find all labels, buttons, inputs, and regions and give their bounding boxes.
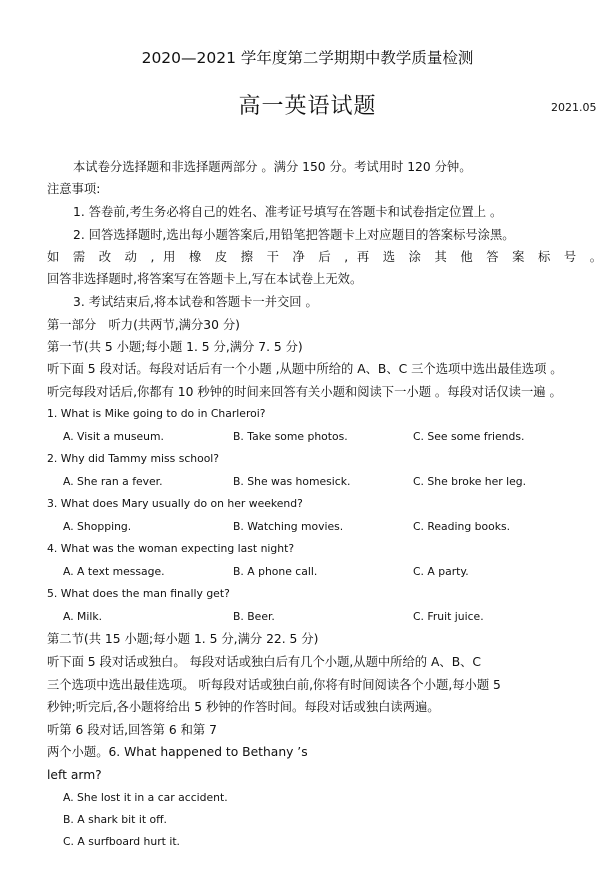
dialogue-6-instruction: 听第 6 段对话,回答第 6 和第 7 <box>47 723 217 737</box>
section-1-desc-line-1: 听下面 5 段对话。每段对话后有一个小题 ,从题中所给的 A、B、C 三个选项中选出最佳选项 。 <box>47 362 563 376</box>
part-1-title: 第一部分 听力(共两节,满分30 分) <box>47 318 240 332</box>
question-3-option-b: B. Watching movies. <box>233 520 344 533</box>
question-2-option-b: B. She was homesick. <box>233 475 351 488</box>
question-5-option-a: A. Milk. <box>63 610 103 623</box>
question-3-option-a: A. Shopping. <box>63 520 132 533</box>
question-4-option-a: A. A text message. <box>63 565 165 578</box>
question-4-stem: 4. What was the woman expecting last night? <box>47 542 295 555</box>
notes-label: 注意事项: <box>47 182 101 196</box>
question-1-stem: 1. What is Mike going to do in Charleroi? <box>47 407 266 420</box>
question-2-option-a: A. She ran a fever. <box>63 475 163 488</box>
section-2-desc-line-3: 秒钟;听完后,各小题将给出 5 秒钟的作答时间。每段对话或独白读两遍。 <box>47 700 440 714</box>
note-3: 3. 考试结束后,将本试卷和答题卡一并交回 。 <box>73 295 318 309</box>
exam-subject-title: 高一英语试题 <box>238 94 377 119</box>
question-4-option-c: C. A party. <box>413 565 469 578</box>
note-1: 1. 答卷前,考生务必将自己的姓名、准考证号填写在答题卡和试卷指定位置上 。 <box>73 205 503 219</box>
question-6-stem-line-1: 两个小题。6. What happened to Bethany ’s <box>47 745 308 759</box>
question-3-option-c: C. Reading books. <box>413 520 511 533</box>
intro-text: 本试卷分选择题和非选择题两部分 。满分 150 分。考试用时 120 分钟。 <box>73 160 472 174</box>
question-1-option-c: C. See some friends. <box>413 430 525 443</box>
question-4-option-b: B. A phone call. <box>233 565 318 578</box>
question-2-option-c: C. She broke her leg. <box>413 475 527 488</box>
question-6-option-b: B. A shark bit it off. <box>63 813 167 826</box>
exam-date: 2021.05 <box>551 101 597 114</box>
note-2-line-1: 2. 回答选择题时,选出每小题答案后,用铅笔把答题卡上对应题目的答案标号涂黑。 <box>73 228 515 242</box>
section-1-desc-line-2: 听完每段对话后,你都有 10 秒钟的时间来回答有关小题和阅读下一小题 。每段对话仅读一遍 。 <box>47 385 562 399</box>
question-6-option-a: A. She lost it in a car accident. <box>63 791 228 804</box>
exam-title: 2020—2021 学年度第二学期期中教学质量检测 <box>141 49 474 67</box>
note-2-line-3: 回答非选择题时,将答案写在答题卡上,写在本试卷上无效。 <box>47 272 363 286</box>
question-1-option-b: B. Take some photos. <box>233 430 348 443</box>
question-3-stem: 3. What does Mary usually do on her weekend? <box>47 497 303 510</box>
question-1-option-a: A. Visit a museum. <box>63 430 164 443</box>
note-2-line-2: 如 需 改 动 , 用 橡 皮 擦 干 净 后 , 再 选 涂 其 他 答 案 标 号 。 <box>47 250 602 264</box>
section-1-title: 第一节(共 5 小题;每小题 1. 5 分,满分 7. 5 分) <box>47 340 303 354</box>
question-5-option-c: C. Fruit juice. <box>413 610 484 623</box>
question-5-stem: 5. What does the man finally get? <box>47 587 230 600</box>
section-2-title: 第二节(共 15 小题;每小题 1. 5 分,满分 22. 5 分) <box>47 632 319 646</box>
question-6-stem-line-2: left arm? <box>47 768 102 782</box>
question-6-option-c: C. A surfboard hurt it. <box>63 835 180 848</box>
question-5-option-b: B. Beer. <box>233 610 275 623</box>
question-2-stem: 2. Why did Tammy miss school? <box>47 452 220 465</box>
section-2-desc-line-1: 听下面 5 段对话或独白。 每段对话或独白后有几个小题,从题中所给的 A、B、C <box>47 655 482 669</box>
section-2-desc-line-2: 三个选项中选出最佳选项。 听每段对话或独白前,你将有时间阅读各个小题,每小题 5 <box>47 678 501 692</box>
